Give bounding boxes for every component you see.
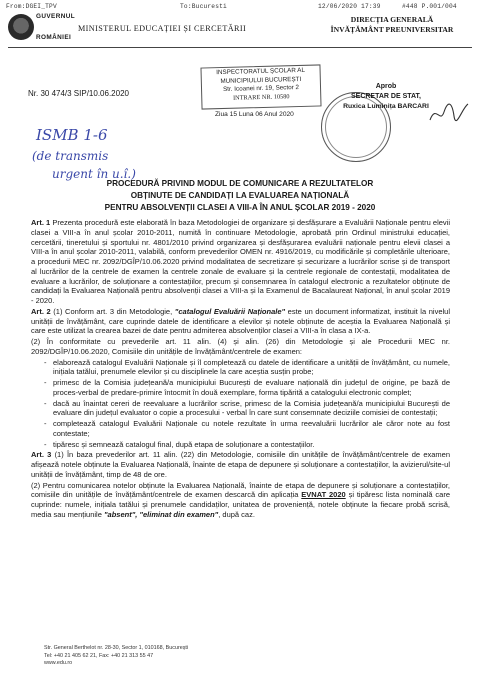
entry-stamp <box>200 64 321 109</box>
handwritten-line-2: (de transmis <box>32 149 109 163</box>
fax-sender: From:DGEI_TPV <box>6 3 57 10</box>
title-line-3: PENTRU ABSOLVENȚII CLASEI A VIII-A ÎN ANUL ȘCOLAR 2019 - 2020 <box>104 203 376 212</box>
evnat-app-name: EVNAT 2020 <box>301 490 346 500</box>
article-2-paragraph-1 <box>31 307 450 336</box>
coat-of-arms-bottom-label: ROMÂNIEI <box>36 34 72 41</box>
article-3-terms: "absent", "eliminat din examen" <box>103 509 219 519</box>
list-item: - dacă au înaintat cereri de reevaluare a lucrărilor scrise, primesc de la Comisia județeană/a municipiului București de evaluare din județul evaluator o copie a procesului - verbal în care sunt consemnate deciziile comisiei de contestații; <box>53 399 450 419</box>
article-3-text: (1) În baza prevederilor art. 11 alin. (22) din Metodologie, comisiile din unitățile de învățământ/centrele de examen afișează notele obținute la Evaluarea Națională, înainte de etapa de depunere și soluționare a contestațiilor, la avizierul/site-ul unității de învățământ, timp de 48 de ore. <box>31 450 451 479</box>
registration-number: Nr. 30 474/3 SIP/10.06.2020 <box>28 89 129 98</box>
article-1-label: Art. 1 <box>31 218 51 227</box>
document-title <box>30 178 450 214</box>
article-1-text: Prezenta procedură este elaborată în baza Metodologiei de organizare și desfășurare a Evaluării Naționale pentru elevii clasei a VIII-a în anul școlar 2010-2011, numită în continuare Metodologie, aprobată prin Ordinul ministrului educației, cercetării, tineretului și sportului nr. 4801/2010 privind organizarea și desfășurarea evaluării naționale pentru elevii clasei a VIII-a în anul școlar 2010-2011, valabilă, conform prevederilor OMEN nr. 4916/2019, cu modificările și completările ulterioare, a procedurii MEC nr. 2092/DGÎP/10.06.2020 privind modalitatea de secretizare și securizare a lucrărilor scrise și de transport al lucrărilor de la centrele de examen la centrele zonale de evaluare și la centrele regionale de contestații, modalitatea de evaluare a lucrărilor, de soluționare a contestațiilor, precum și consemnarea în catalogul electronic a rezultatelor obținute de candidați la Evaluarea Națională pentru absolvenții clasei a VIII-a și la Examenul de Bacalaureat Național, în anul școlar 2019 - 2020. <box>31 218 450 305</box>
list-item: - elaborează catalogul Evaluării Naționale și îl completează cu datele de identificare a unității de învățământ, cu numele, inițiala tatălui, prenumele elevilor și cu disciplinele la care aceștia susțin probe; <box>53 358 450 378</box>
handwritten-note <box>30 124 170 186</box>
footer-website: www.edu.ro <box>44 660 73 666</box>
stamp-date: Ziua 15 Luna 06 Anul 2020 <box>215 111 294 118</box>
coat-of-arms-icon <box>8 14 34 40</box>
article-1 <box>31 218 450 306</box>
stamp-line-2: MUNICIPIULUI BUCUREȘTI <box>220 75 302 85</box>
article-3-text-b: și tipăresc lista nominală care cuprinde: numele, inițiala tatălui și prenumele candidaților, unitatea de proveniență, notele obținute la fiecare probă scrisă, media sau mențiunile <box>31 490 450 519</box>
ministry-name: MINISTERUL EDUCAȚIEI ȘI CERCETĂRII <box>78 24 247 33</box>
article-2-term: "catalogul Evaluării Naționale" <box>174 306 286 316</box>
approval-role: SECRETAR DE STAT, <box>350 92 421 100</box>
list-item: - tipăresc și semnează catalogul final, după etapa de soluționare a contestațiilor. <box>53 440 450 450</box>
article-2-intro: (1) Conform art. 3 din Metodologie, <box>53 306 173 316</box>
signature-icon <box>428 98 470 128</box>
stamp-entry-number: INTRARE NR. 10580 <box>232 92 290 102</box>
article-3-text-a: (2) Pentru comunicarea notelor obținute la Evaluarea Națională, înainte de etapa de depunere și soluționare a contestațiilor, comisiile din unitățile de învățământ/centrele de examen descarcă din aplicația <box>31 480 450 500</box>
stamp-line-3: Str. Icoanei nr. 19, Sector 2 <box>222 84 300 93</box>
list-item: - completează catalogul Evaluării Naționale cu notele rezultate în urma reevaluării lucrărilor ale căror note au fost contestate; <box>53 419 450 439</box>
approval-block <box>336 82 436 111</box>
title-line-2: OBȚINUTE DE CANDIDAȚI LA EVALUAREA NAȚIONALĂ <box>130 191 350 200</box>
footer-address: Str. General Berthelot nr. 28-30, Sector 1, 010168, București <box>44 645 189 651</box>
directorate-line-1: DIRECȚIA GENERALĂ <box>350 15 434 24</box>
document-body <box>31 218 450 521</box>
fax-datetime: 12/06/2020 17:39 <box>318 3 381 10</box>
article-2-label: Art. 2 <box>31 306 51 316</box>
directorate-name <box>322 15 462 35</box>
article-3-end: , după caz. <box>218 509 255 519</box>
article-3-label: Art. 3 <box>31 450 52 460</box>
footer-phone: Tel: +40 21 405 62 21, Fax: +40 21 313 55 47 <box>44 652 154 659</box>
handwritten-line-1: ISMB 1-6 <box>36 126 108 144</box>
approval-name: Ruxica Luminița BARCARI <box>343 102 429 110</box>
article-3-paragraph-1 <box>31 450 450 479</box>
directorate-line-2: ÎNVĂȚĂMÂNT PREUNIVERSITAR <box>330 25 454 34</box>
page-footer <box>44 645 188 668</box>
fax-recipient: To:Bucuresti <box>180 3 227 10</box>
list-item: - primesc de la Comisia județeană/a municipiului București de evaluare națională din județul de origine, pe bază de proces-verbal de predare-primire întocmit în două exemplare, forma tipărită a catalogului electronic complet; <box>53 378 450 398</box>
stamp-line-1: INSPECTORATUL ȘCOLAR AL <box>216 66 306 77</box>
approval-label: Aprob <box>375 83 397 90</box>
handwritten-line-3: urgent în u.î.) <box>52 167 136 181</box>
header-divider <box>8 47 472 48</box>
commission-duties-list <box>31 358 450 450</box>
article-3-paragraph-2 <box>31 481 450 520</box>
article-2-text: este un document informatizat, instituit la nivelul unității de învățământ, care cuprinde datele de identificare a elevilor și notele obținute de aceștia la Evaluarea Națională și care este utilizat la crearea bazei de date pentru admiterea absolvenților clasei a VIII-a în clasa a IX-a. <box>31 306 451 336</box>
title-line-1: PROCEDURĂ PRIVIND MODUL DE COMUNICARE A REZULTATELOR <box>106 179 374 188</box>
coat-of-arms-top-label: GUVERNUL <box>36 13 76 20</box>
article-2-paragraph-2: (2) În conformitate cu prevederile art. 11 alin. (4) și alin. (26) din Metodologie și ale Procedurii MEC nr. 2092/DGÎP/10.06.2020, Comisiile din unitățile de învățământ/centrele de examen: <box>31 337 450 356</box>
fax-page: #448 P.001/004 <box>402 3 457 10</box>
